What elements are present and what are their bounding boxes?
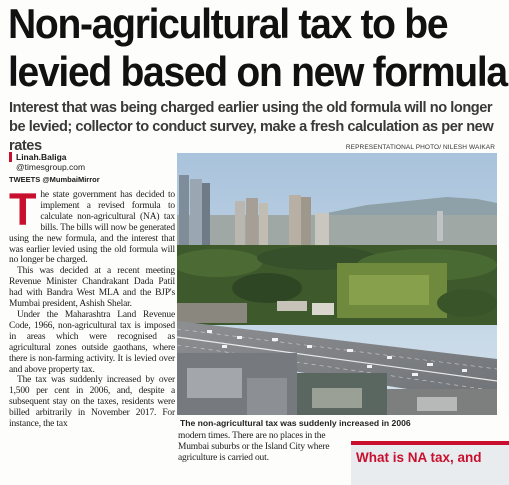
article-column-2	[178, 431, 348, 464]
headline-line-2: levied based on new formula	[8, 48, 507, 95]
city-skyline-photo	[177, 153, 497, 415]
photo-credit: REPRESENTATIONAL PHOTO/ NILESH WAIKAR	[345, 144, 495, 151]
headline	[8, 0, 507, 96]
author-email: @timesgroup.com	[16, 162, 86, 172]
author-name: Linah.Baliga	[9, 152, 174, 162]
headline-line-1: Non-agricultural tax to be	[8, 0, 448, 47]
article-column-1	[9, 184, 175, 430]
subheadline: Interest that was being charged earlier using the old formula will no longer be levied; collector to conduct survey, make a fresh calculation as per new rates	[9, 100, 494, 154]
article-paragraph: The state government has decided to implement a revised formula to calculate non-agricultural (NA) tax bills. The bills will now be generated using the new formula, and the interest that was earlier levied using the old formula will no longer be charged.	[9, 184, 175, 266]
byline	[9, 152, 174, 185]
photo-caption: The non-agricultural tax was suddenly increased in 2006	[180, 418, 411, 428]
drop-cap: T	[9, 184, 37, 235]
article-paragraph: modern times. There are no places in the Mumbai suburbs or the Island City where agriculture is carried out.	[178, 431, 330, 463]
info-sidebox	[351, 441, 509, 485]
sidebox-title: What is NA tax, and	[356, 450, 482, 465]
article-paragraph: This was decided at a recent meeting Revenue Minister Chandrakant Dada Patil had with Bandra West MLA and the BJP's Mumbai president, Ashish Shelar.	[9, 266, 175, 310]
article-paragraph: The tax was suddenly increased by over 1,500 per cent in 2006, and, despite a subsequent stay on the taxes, residents were billed arbitrarily in November 2017. For instance, the tax	[9, 375, 175, 430]
twitter-handle: TWEETS @MumbaiMirror	[9, 175, 100, 184]
article-paragraph: Under the Maharashtra Land Revenue Code, 1966, non-agricultural tax is imposed in areas which were recognised as agricultural zones outside gaothans, where there is non-farming activity. It is levied over and above property tax.	[9, 309, 175, 375]
